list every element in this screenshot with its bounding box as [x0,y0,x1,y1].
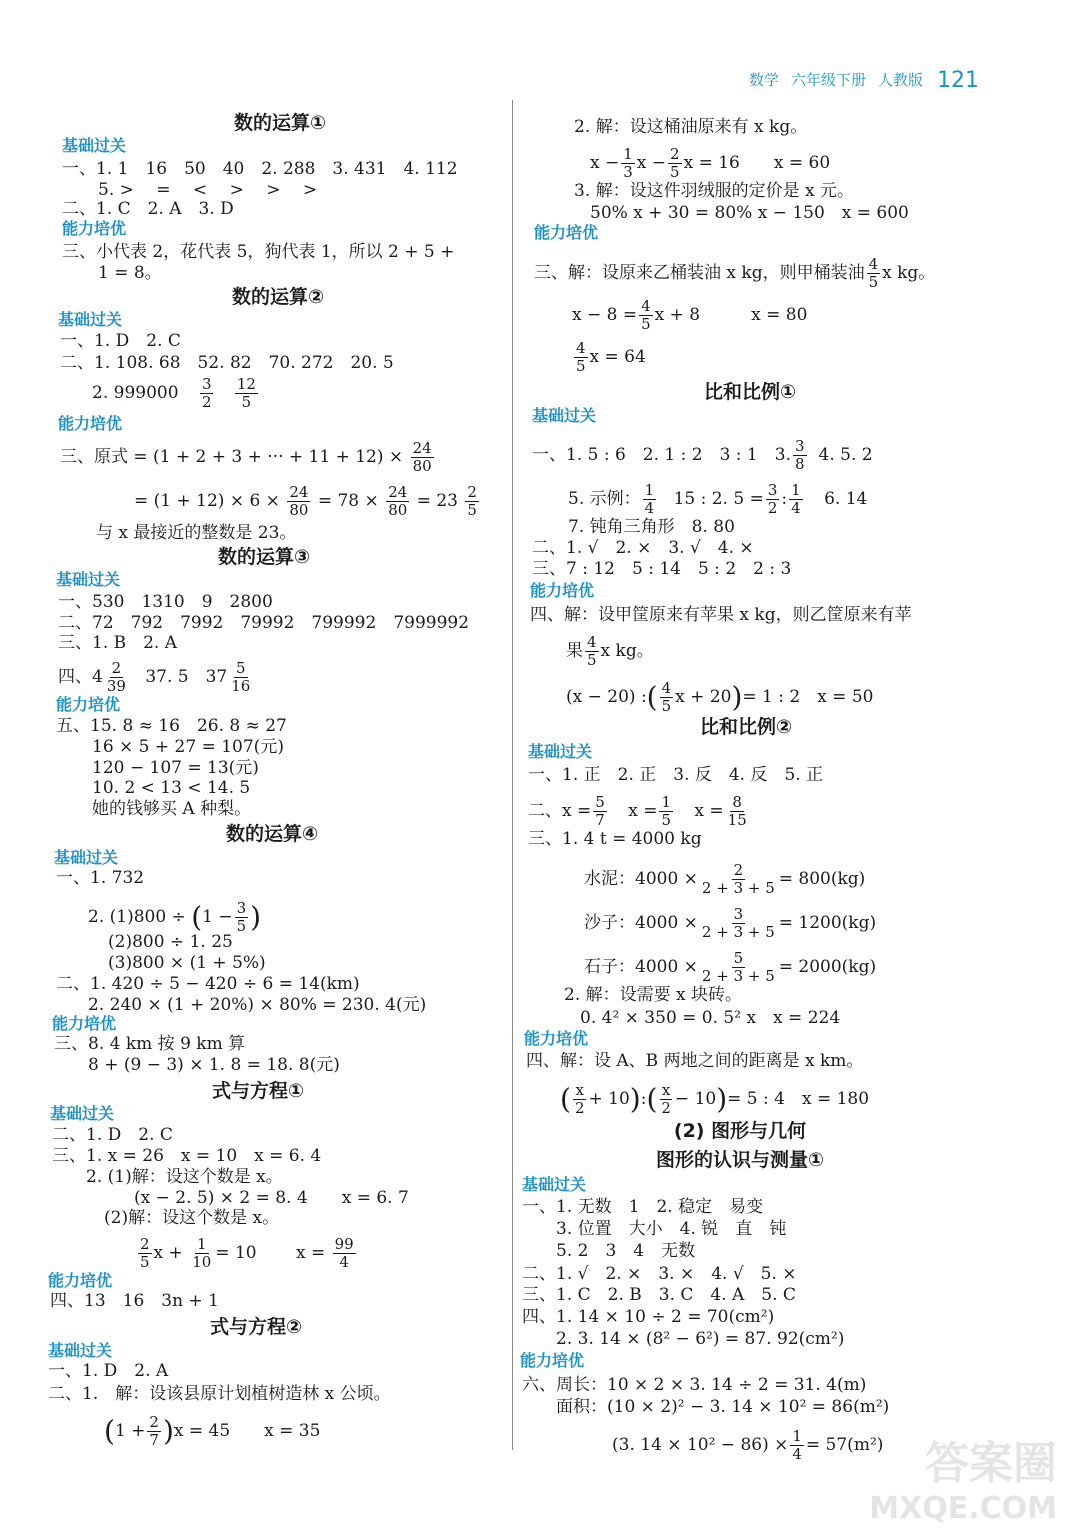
answer-line: 二、1. 108. 68 52. 82 70. 272 20. 5 [60,353,394,373]
answer-line: 五、15. 8 ≈ 16 26. 8 ≈ 27 [56,716,287,736]
fraction [574,340,588,375]
denominator: 2 + 3 + 5 [701,967,775,985]
answer-line [58,660,254,695]
fraction [867,256,881,291]
text: x − [590,153,620,173]
denominator: 2 + 3 + 5 [701,879,775,897]
numerator: 2 [467,483,477,501]
text: x kg。 [882,263,936,283]
answer-line: 她的钱够买 A 种梨。 [92,799,252,819]
answer-line: 2. 解：设需要 x 块砖。 [564,985,743,1005]
text: : [781,489,788,509]
fraction [229,660,252,695]
numerator: 2 [140,1235,150,1253]
answer-line: (x − 2. 5) × 2 = 8. 4 x = 6. 7 [134,1188,409,1208]
answer-line: 面积：(10 × 2)² − 3. 14 × 10² = 86(m²) [556,1397,890,1417]
header-subject: 数学 [748,71,779,89]
fraction [659,1082,673,1117]
text: 2. 999000 [92,383,179,403]
answer-line [572,340,646,375]
numerator: 3 [767,481,778,499]
ability-label: 能力培优 [48,1271,113,1290]
text: 二、x = [528,801,592,821]
basic-label: 基础过关 [522,1175,587,1194]
answer-line: 16 × 5 + 27 = 107(元) [92,737,284,757]
section-title: 数的运算③ [217,546,311,568]
answer-line: 与 x 最接近的整数是 23。 [96,523,297,543]
text: − 10 [674,1089,717,1109]
answer-line [534,256,935,291]
answer-line: 2. 解：设这桶油原来有 x kg。 [574,117,808,137]
numerator: 1 [792,1427,802,1445]
answer-line: 50% x + 30 = 80% x − 150 x = 600 [590,203,909,223]
answer-line: 3. 解：设这件羽绒服的定价是 x 元。 [574,181,855,201]
answer-line: 一、530 1310 9 2800 [58,592,273,612]
fraction [793,438,807,473]
answer-line: 三、1. C 2. B 3. C 4. A 5. C [522,1285,796,1305]
answer-line [134,484,481,519]
answer-line: 二、1. D 2. C [52,1125,173,1145]
fraction [190,1236,213,1271]
answer-line [532,438,873,473]
denominator: 3 [623,163,633,181]
answer-line: 2. (1)解：设这个数是 x。 [86,1167,283,1187]
denominator: 5 [587,651,597,669]
answer-line [590,146,830,181]
text: = 800(kg) [778,869,866,889]
section-title: 数的运算④ [225,823,319,845]
fraction [700,906,777,941]
answer-line: 四、1. 14 × 10 ÷ 2 = 70(cm²) [522,1307,775,1327]
paren: ( [646,680,658,714]
answer-line: 1 = 8。 [98,263,162,283]
basic-label: 基础过关 [532,406,597,425]
text: 2. (1)800 ÷ [88,907,186,927]
denominator: 15 [727,811,747,829]
answer-line: 2. 3. 14 × (8² − 6²) = 87. 92(cm²) [556,1329,845,1349]
answer-line [572,298,807,333]
text: 1 + [114,1421,146,1441]
text: x − [636,153,667,173]
text: = 2000(kg) [778,957,877,977]
basic-label: 基础过关 [528,742,593,761]
text: x kg。 [600,641,654,661]
answer-line [60,440,436,475]
paren: ( [104,1414,115,1448]
ability-label: 能力培优 [524,1029,589,1048]
text: (x − 20) : [566,687,647,707]
denominator: 2 [201,393,212,411]
numerator: 4 [576,339,586,357]
denominator: 4 [792,1445,802,1463]
fraction [235,900,249,935]
basic-label: 基础过关 [56,570,121,589]
paren: ) [629,1082,641,1116]
answer-line: 四、13 16 3n + 1 [50,1291,219,1311]
numerator: x [575,1081,584,1099]
denominator: 5 [236,917,247,935]
numerator: 2 [670,145,680,163]
answer-line: 一、1. 正 2. 正 3. 反 4. 反 5. 正 [528,765,824,785]
basic-label: 基础过关 [48,1341,113,1360]
text: 15 : 2. 5 = [673,489,764,509]
answer-line [92,376,260,411]
section-title: 图形的认识与测量① [655,1149,825,1171]
fraction [200,376,214,411]
watermark-text: 答案圈 [925,1438,1057,1489]
answer-line: (2)解：设这个数是 x。 [104,1208,280,1228]
answer-line: 四、解：设 A、B 两地之间的距离是 x km。 [526,1051,864,1071]
fraction [235,376,258,411]
text: 三、原式 = (1 + 2 + 3 + ··· + 11 + 12) × [60,447,404,467]
denominator: 7 [595,811,605,829]
answer-line: 5. > = < > > > [98,180,318,200]
answer-line [560,1082,869,1117]
section-title: 数的运算② [231,286,325,308]
denominator: 16 [231,677,251,695]
ability-label: 能力培优 [62,219,127,238]
answer-line [584,950,876,985]
answer-line: 10. 2 < 13 < 14. 5 [92,778,251,798]
section-title: 比和比例① [703,381,797,403]
denominator: 80 [289,501,309,519]
fraction [386,484,409,519]
text: 6. 14 [824,489,868,509]
numerator: 3 [733,905,744,923]
watermark-url: MXQE.COM [869,1491,1057,1526]
denominator: 80 [412,457,432,475]
watermark-logo [869,1427,1057,1526]
answer-line: 8 + (9 − 3) × 1. 8 = 18. 8(元) [88,1055,340,1075]
denominator: 5 [467,501,477,519]
numerator: 24 [388,483,408,501]
denominator: 7 [149,1431,159,1449]
denominator: 4 [791,499,801,517]
answer-line [136,1236,358,1271]
text: 水泥：4000 × [584,869,698,889]
ability-label: 能力培优 [520,1351,585,1370]
text: 一、1. 5 : 6 2. 1 : 2 3 : 1 3. [532,445,791,465]
answer-line: 二、1. √ 2. × 3. √ 4. × [532,538,754,558]
numerator: 4 [641,297,651,315]
denominator: 80 [388,501,408,519]
fraction [585,634,599,669]
answer-line [528,794,751,829]
text: + 10 [588,1089,630,1109]
numerator: 5 [235,659,246,677]
answer-line: 六、周长：10 × 2 × 3. 14 ÷ 2 = 31. 4(m) [522,1375,867,1395]
answer-line: 三、8. 4 km 按 9 km 算 [54,1034,246,1054]
denominator: 39 [106,677,126,695]
text: 石子：4000 × [584,957,698,977]
answer-line: 一、1. D 2. A [48,1361,169,1381]
fraction [593,794,607,829]
answer-line: (2)800 ÷ 1. 25 [108,932,233,952]
fraction [668,146,682,181]
ability-label: 能力培优 [56,695,121,714]
numerator: 4 [661,679,672,697]
answer-line [566,634,654,669]
paren: ) [250,900,262,934]
fraction [333,1236,356,1271]
section-title: 式与方程② [209,1316,303,1338]
numerator: 5 [595,793,605,811]
numerator: 1 [623,145,633,163]
answer-line: 四、解：设甲筐原来有苹果 x kg，则乙筐原来有苹 [530,605,912,625]
text: x = [295,1243,326,1263]
text: 1 − [202,907,233,927]
answer-line: 3. 位置 大小 4. 锐 直 钝 [556,1219,787,1239]
fraction [639,298,653,333]
numerator: 1 [661,793,671,811]
numerator: 24 [412,439,432,457]
numerator: 99 [334,1235,354,1253]
answer-line: 0. 4² × 350 = 0. 5² x x = 224 [580,1008,841,1028]
answer-line: 三、1. B 2. A [58,633,178,653]
paren: ( [191,900,203,934]
text: (3. 14 × 10² − 86) × [612,1435,789,1455]
fraction [573,1082,587,1117]
column-divider [512,100,513,1450]
fraction [465,484,479,519]
answer-line [104,1414,320,1449]
answer-line: 2. 240 × (1 + 20%) × 80% = 230. 4(元) [88,995,427,1015]
numerator: 4 [587,633,597,651]
text: = 1 : 2 x = 50 [742,687,874,707]
numerator: 2 [111,659,122,677]
answer-line: 二、72 792 7992 79992 799992 7999992 [58,613,470,633]
text: : [640,1089,647,1109]
fraction [643,482,657,517]
fraction [138,1236,152,1271]
text: 沙子：4000 × [584,913,698,933]
denominator: 8 [794,455,805,473]
denominator: 2 [767,499,778,517]
answer-line: 一、1. 无数 1 2. 稳定 易变 [522,1197,764,1217]
basic-label: 基础过关 [58,310,123,329]
denominator: 5 [241,393,252,411]
text: 果 [566,641,583,661]
answer-line: 二、1. 420 ÷ 5 − 420 ÷ 6 = 14(km) [56,974,360,994]
numerator: 1 [791,481,801,499]
text: x = [628,801,658,821]
text: = 1200(kg) [778,913,877,933]
denominator: 5 [670,163,680,181]
paren: ) [162,1414,174,1448]
numerator: 5 [733,949,744,967]
paren: ) [716,1082,728,1116]
answer-line: 一、1. 1 16 50 40 2. 288 3. 431 4. 112 [62,159,458,179]
answer-line [612,1428,883,1463]
answer-line: 120 − 107 = 13(元) [92,758,259,778]
answer-line: 一、1. D 2. C [60,331,181,351]
denominator: 2 + 3 + 5 [701,923,775,941]
text: = 57(m²) [805,1435,884,1455]
numerator: 1 [196,1235,207,1253]
answer-line: 一、1. 732 [56,868,145,888]
answer-line [584,862,865,897]
text: = 23 [416,491,458,511]
section-title: 比和比例② [699,716,793,738]
basic-label: 基础过关 [54,848,119,867]
text: 三、解：设原来乙桶装油 x kg，则甲桶装油 [534,263,865,283]
text: 5. 示例： [568,489,641,509]
numerator: 24 [289,483,309,501]
answer-line [88,900,261,935]
numerator: x [661,1081,671,1099]
ability-label: 能力培优 [530,581,595,600]
answer-line: 三、小代表 2，花代表 5，狗代表 1，所以 2 + 5 + [62,242,455,262]
fraction [726,794,749,829]
answer-line: 三、7 : 12 5 : 14 5 : 2 2 : 3 [532,559,792,579]
paren: ( [560,1082,571,1116]
answer-line [566,680,873,715]
page-number: 121 [937,68,979,93]
numerator: 2 [733,861,744,879]
numerator: 8 [732,793,742,811]
numerator: 12 [236,375,256,393]
numerator: 4 [868,255,879,273]
fraction [659,794,673,829]
basic-label: 基础过关 [50,1104,115,1123]
text: x = [694,801,724,821]
answer-line: 三、1. 4 t = 4000 kg [528,829,702,849]
fraction [287,484,310,519]
fraction [790,1428,804,1463]
page-header [737,68,979,93]
answer-line: 二、1. C 2. A 3. D [62,199,234,219]
answer-line: 二、1. √ 2. × 3. × 4. √ 5. × [522,1264,797,1284]
answer-line: (3)800 × (1 + 5%) [108,953,266,973]
denominator: 5 [661,697,672,715]
part-heading: (2) 图形与几何 [673,1120,807,1142]
denominator: 2 [574,1099,585,1117]
fraction [147,1414,161,1449]
text: = (1 + 12) × 6 × [134,491,280,511]
answer-line: 5. 2 3 4 无数 [556,1241,696,1261]
denominator: 4 [644,499,655,517]
text: = 10 [215,1243,257,1263]
denominator: 5 [576,357,586,375]
denominator: 5 [661,811,671,829]
fraction [105,660,128,695]
header-grade: 六年级下册 [790,71,866,89]
header-edition: 人教版 [877,71,923,89]
answer-line: 三、1. x = 26 x = 10 x = 6. 4 [52,1146,322,1166]
denominator: 5 [140,1253,150,1271]
denominator: 4 [339,1253,349,1271]
text: 4. 5. 2 [818,445,873,465]
section-title: 式与方程① [211,1080,305,1102]
ability-label: 能力培优 [52,1014,117,1033]
basic-label: 基础过关 [62,136,127,155]
fraction [411,440,434,475]
ability-label: 能力培优 [534,223,599,242]
denominator: 2 [661,1099,671,1117]
ability-label: 能力培优 [58,414,123,433]
fraction [621,146,635,181]
paren: ) [731,680,743,714]
denominator: 5 [641,315,651,333]
fraction [789,482,803,517]
text: x + 8 x = 80 [654,305,808,325]
fraction [700,862,777,897]
fraction [660,680,674,715]
denominator: 10 [192,1253,212,1271]
numerator: 3 [236,899,247,917]
text: x = 16 x = 60 [683,153,831,173]
numerator: 3 [794,437,805,455]
text: x + [153,1243,183,1263]
denominator: 5 [868,273,879,291]
text: 37. 5 37 [145,667,228,687]
numerator: 3 [201,375,212,393]
answer-line [568,482,867,517]
section-title: 数的运算① [233,112,327,134]
text: x = 45 x = 35 [173,1421,321,1441]
numerator: 2 [149,1413,159,1431]
numerator: 1 [644,481,655,499]
fraction [700,950,777,985]
fraction [766,482,780,517]
text: 四、4 [58,667,103,687]
answer-line: 7. 钝角三角形 8. 80 [568,517,735,537]
answer-line [584,906,876,941]
text: x + 20 [675,687,732,707]
paren: ( [646,1082,658,1116]
text: x = 64 [589,347,646,367]
text: x − 8 = [572,305,638,325]
answer-line: 二、1. 解：设该县原计划植树造林 x 公顷。 [48,1384,391,1404]
text: = 78 × [317,491,379,511]
text: = 5 : 4 x = 180 [727,1089,870,1109]
